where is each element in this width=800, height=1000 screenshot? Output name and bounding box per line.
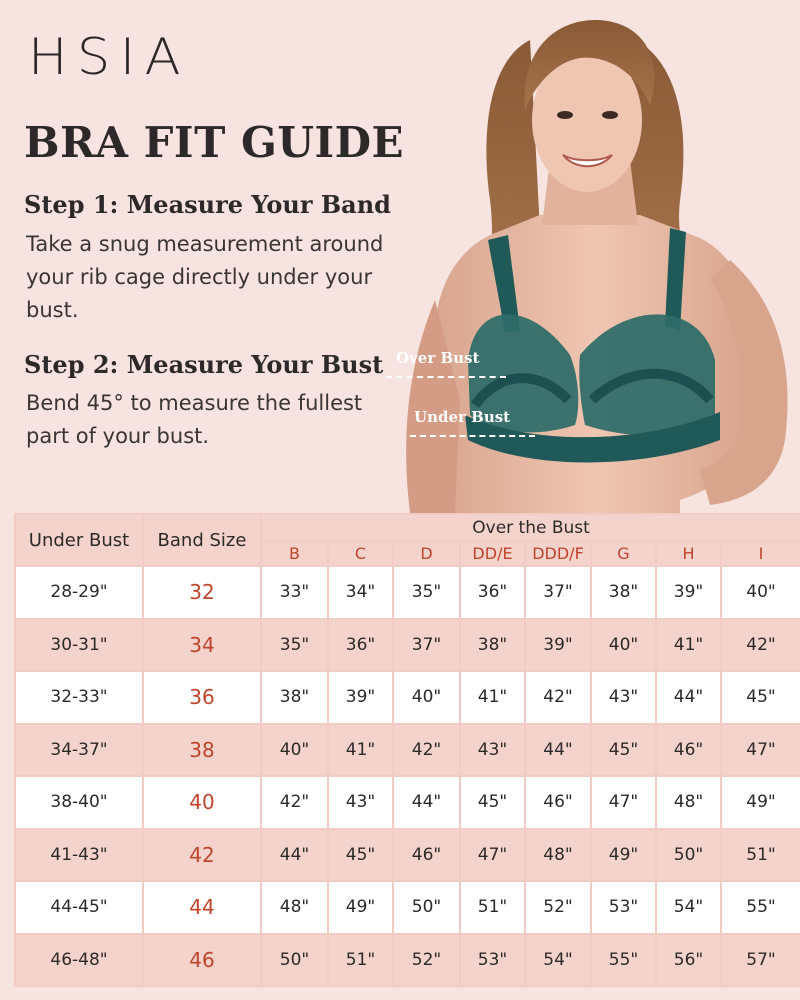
over-bust-cell: 48" xyxy=(261,881,328,934)
band-size-cell: 38 xyxy=(143,724,261,777)
band-size-cell: 32 xyxy=(143,566,261,619)
over-bust-cell: 49" xyxy=(591,829,656,882)
cup-header: I xyxy=(721,541,800,566)
over-bust-cell: 51" xyxy=(460,881,525,934)
over-bust-cell: 47" xyxy=(460,829,525,882)
over-bust-cell: 34" xyxy=(328,566,393,619)
step2-text: Bend 45° to measure the fullest part of your bust. xyxy=(26,391,363,448)
over-bust-cell: 50" xyxy=(393,881,460,934)
over-bust-cell: 33" xyxy=(261,566,328,619)
header-over-bust: Over the Bust xyxy=(261,514,800,541)
over-bust-cell: 41" xyxy=(656,619,721,672)
over-bust-cell: 44" xyxy=(393,776,460,829)
under-bust-cell: 32-33" xyxy=(15,671,143,724)
band-size-cell: 34 xyxy=(143,619,261,672)
over-bust-cell: 35" xyxy=(261,619,328,672)
over-bust-cell: 42" xyxy=(721,619,800,672)
size-chart-table xyxy=(14,513,800,987)
band-size-cell: 42 xyxy=(143,829,261,882)
over-bust-cell: 40" xyxy=(591,619,656,672)
over-bust-line xyxy=(386,376,506,378)
over-bust-cell: 37" xyxy=(525,566,591,619)
table-row xyxy=(15,566,800,619)
band-size-cell: 40 xyxy=(143,776,261,829)
under-bust-cell: 34-37" xyxy=(15,724,143,777)
over-bust-cell: 43" xyxy=(591,671,656,724)
cup-header: H xyxy=(656,541,721,566)
over-bust-cell: 48" xyxy=(525,829,591,882)
over-bust-cell: 56" xyxy=(656,934,721,987)
over-bust-cell: 39" xyxy=(656,566,721,619)
over-bust-cell: 54" xyxy=(656,881,721,934)
over-bust-cell: 42" xyxy=(261,776,328,829)
over-bust-cell: 36" xyxy=(460,566,525,619)
over-bust-cell: 44" xyxy=(656,671,721,724)
table-row xyxy=(15,776,800,829)
under-bust-cell: 30-31" xyxy=(15,619,143,672)
over-bust-cell: 46" xyxy=(656,724,721,777)
under-bust-cell: 38-40" xyxy=(15,776,143,829)
over-bust-cell: 44" xyxy=(261,829,328,882)
over-bust-cell: 53" xyxy=(591,881,656,934)
page-title: BRA FIT GUIDE xyxy=(24,118,405,167)
over-bust-cell: 35" xyxy=(393,566,460,619)
over-bust-cell: 40" xyxy=(261,724,328,777)
over-bust-cell: 38" xyxy=(460,619,525,672)
over-bust-cell: 54" xyxy=(525,934,591,987)
cup-header: D xyxy=(393,541,460,566)
over-bust-cell: 40" xyxy=(393,671,460,724)
over-bust-cell: 43" xyxy=(460,724,525,777)
over-bust-cell: 39" xyxy=(328,671,393,724)
under-bust-cell: 28-29" xyxy=(15,566,143,619)
over-bust-cell: 55" xyxy=(721,881,800,934)
over-bust-cell: 52" xyxy=(525,881,591,934)
under-bust-cell: 46-48" xyxy=(15,934,143,987)
table-row xyxy=(15,881,800,934)
over-bust-cell: 57" xyxy=(721,934,800,987)
under-bust-label: Under Bust xyxy=(414,408,511,426)
under-bust-line xyxy=(410,435,535,437)
cup-header: C xyxy=(328,541,393,566)
over-bust-cell: 50" xyxy=(261,934,328,987)
over-bust-cell: 51" xyxy=(721,829,800,882)
over-bust-cell: 41" xyxy=(460,671,525,724)
over-bust-cell: 46" xyxy=(393,829,460,882)
step1-title: Step 1: Measure Your Band xyxy=(24,190,391,219)
over-bust-cell: 36" xyxy=(328,619,393,672)
band-size-cell: 36 xyxy=(143,671,261,724)
over-bust-cell: 49" xyxy=(328,881,393,934)
table-row xyxy=(15,724,800,777)
over-bust-cell: 45" xyxy=(721,671,800,724)
over-bust-cell: 38" xyxy=(261,671,328,724)
cup-header: G xyxy=(591,541,656,566)
over-bust-cell: 49" xyxy=(721,776,800,829)
over-bust-cell: 45" xyxy=(328,829,393,882)
over-bust-cell: 45" xyxy=(591,724,656,777)
over-bust-cell: 42" xyxy=(525,671,591,724)
over-bust-cell: 46" xyxy=(525,776,591,829)
over-bust-cell: 48" xyxy=(656,776,721,829)
header-under-bust: Under Bust xyxy=(15,514,143,566)
cup-header: DDD/F xyxy=(525,541,591,566)
over-bust-cell: 42" xyxy=(393,724,460,777)
over-bust-cell: 44" xyxy=(525,724,591,777)
brand-logo: HSIA xyxy=(28,28,191,86)
table-row xyxy=(15,934,800,987)
band-size-cell: 46 xyxy=(143,934,261,987)
over-bust-cell: 53" xyxy=(460,934,525,987)
over-bust-cell: 39" xyxy=(525,619,591,672)
table-row xyxy=(15,671,800,724)
over-bust-cell: 52" xyxy=(393,934,460,987)
over-bust-cell: 47" xyxy=(721,724,800,777)
over-bust-cell: 47" xyxy=(591,776,656,829)
over-bust-cell: 37" xyxy=(393,619,460,672)
step1-text: Take a snug measurement around your rib cage directly under your bust. xyxy=(26,232,384,322)
over-bust-cell: 41" xyxy=(328,724,393,777)
over-bust-cell: 43" xyxy=(328,776,393,829)
band-size-cell: 44 xyxy=(143,881,261,934)
cup-header: DD/E xyxy=(460,541,525,566)
over-bust-cell: 38" xyxy=(591,566,656,619)
table-row xyxy=(15,829,800,882)
cup-header: B xyxy=(261,541,328,566)
under-bust-cell: 41-43" xyxy=(15,829,143,882)
over-bust-cell: 51" xyxy=(328,934,393,987)
over-bust-cell: 45" xyxy=(460,776,525,829)
over-bust-label: Over Bust xyxy=(396,349,480,367)
size-table-body xyxy=(15,566,800,986)
header-band-size: Band Size xyxy=(143,514,261,566)
over-bust-cell: 50" xyxy=(656,829,721,882)
table-row xyxy=(15,619,800,672)
over-bust-cell: 40" xyxy=(721,566,800,619)
under-bust-cell: 44-45" xyxy=(15,881,143,934)
step2-title: Step 2: Measure Your Bust xyxy=(24,350,384,379)
over-bust-cell: 55" xyxy=(591,934,656,987)
